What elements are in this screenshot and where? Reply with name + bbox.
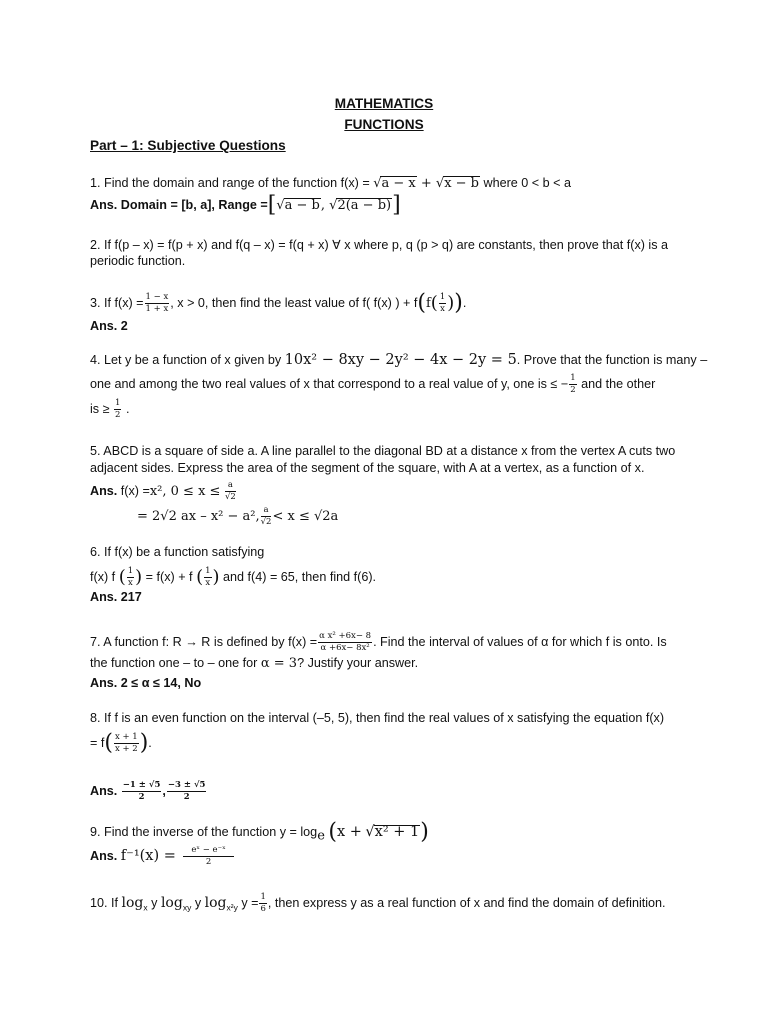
answer-8: Ans. $\frac{-1 \pm √5}{2}$ , $\frac{-3 \pm √5}{2}$ (90, 780, 206, 802)
question-8-line-2: = f( $\frac{x + 1}{x + 2}$ ). (90, 730, 152, 756)
question-6-line-1: 6. If f(x) be a function satisfying (90, 545, 265, 559)
question-1: 1. Find the domain and range of the function f(x) = √a − x + √x − b where 0 < b < a (90, 176, 572, 191)
answer-1: Ans. Domain = [b, a], Range =[√a − b, √2(a − b)] (90, 192, 401, 218)
answer-3: Ans. 2 (90, 319, 128, 333)
question-7-line-2: the function one – to – one for α = 3? Justify your answer. (90, 656, 419, 671)
question-4-line-3: is ≥ $\frac{1}{2}$ . (90, 398, 130, 420)
answer-5-line-2: = 2√2 ax – x² − a², $\frac{a}{√2}$ < x ≤ √2a (137, 505, 339, 527)
question-8-line-1: 8. If f is an even function on the interval (–5, 5), then find the real values of x satisfying the equation f(x) (90, 711, 665, 725)
answer-5-line-1: Ans. f(x) =x², 0 ≤ x ≤ $\frac{a}{√2}$ (90, 480, 236, 502)
question-9: 9. Find the inverse of the function $y = \log_e (x + √x^2 + 1)$ (90, 819, 429, 845)
question-6-line-2: f(x) f ( $\frac{1}{x}$ ) = f(x) + f ( $\frac{1}{x}$ ) and f(4) = 65, then find f(6). (90, 566, 377, 588)
answer-9: Ans. f⁻¹(x) = $\frac{\text{eˣ − e⁻ˣ}}{2}$ (90, 846, 235, 867)
sqrt-a-minus-x: a − x (381, 176, 416, 191)
question-7-line-1: 7. A function f: R → R is defined by f(x) = $\frac{\text{α x² +6x− 8}}{\text{α +6x− 8x²}}$ . Find the interval of values of α for which f is onto. Is (90, 631, 667, 653)
answer-6: Ans. 217 (90, 590, 142, 604)
question-5-line-1: 5. ABCD is a square of side a. A line parallel to the diagonal BD at a distance x from the vertex A cuts two (90, 444, 676, 458)
question-4-line-2: one and among the two real values of x that correspond to a real value of y, one is ≤ − $\frac{1}{2}$ and the other (90, 373, 656, 395)
fraction: $\frac{1 - x}{1 + x}$ (145, 292, 169, 314)
question-3: 3. If f(x) = $\frac{1 - x}{1 + x}$ , x > 0, then find the least value of f( f(x) ) + f(f( $\frac{1}{x}$ )). (90, 290, 467, 316)
sqrt-x-minus-b: x − b (444, 176, 479, 191)
answer-7: Ans. 2 ≤ α ≤ 14, No (90, 676, 202, 690)
question-2-line-1: 2. If f(p – x) = f(p + x) and f(q – x) = f(q + x) ∀ x where p, q (p > q) are constants, then prove that f(x) is a (90, 238, 669, 252)
question-4-line-1: 4. Let y be a function of x given by 10x² − 8xy − 2y² − 4x − 2y = 5. Prove that the function is many – (90, 352, 708, 368)
question-10: 10. If $\log_x y$ $\log_{xy} y$ $\log_{x^2y} y$ = $\frac{1}{6}$ , then express y as a real function of x and find the domain of definition. (90, 892, 666, 914)
subject-title: MATHEMATICS (334, 96, 434, 111)
chapter-title: FUNCTIONS (344, 117, 424, 132)
part-heading: Part – 1: Subjective Questions (90, 138, 286, 153)
question-5-line-2: adjacent sides. Express the area of the segment of the square, with A at a vertex, as a function of x. (90, 461, 645, 475)
question-2-line-2: periodic function. (90, 254, 186, 268)
equation: 10x² − 8xy − 2y² − 4x − 2y = 5 (284, 352, 517, 368)
